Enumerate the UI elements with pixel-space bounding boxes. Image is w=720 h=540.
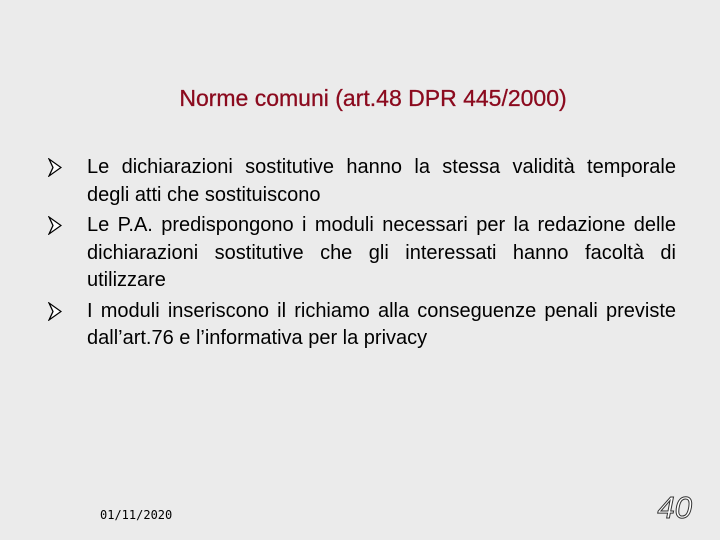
bullet-list <box>48 154 676 356</box>
slide-date: 01/11/2020 <box>100 508 173 522</box>
bullet-item <box>48 298 676 353</box>
bullet-text: Le dichiarazioni sostitutive hanno la stessa validità temporale degli atti che sostituiscono <box>87 156 676 206</box>
bullet-text: Le P.A. predispongono i moduli necessari per la redazione delle dichiarazioni sostitutive che gli interessati hanno facoltà di utilizzare <box>87 214 676 291</box>
bullet-item <box>48 212 676 295</box>
slide-title: Norme comuni (art.48 DPR 445/2000) <box>179 85 567 111</box>
bullet-item <box>48 154 676 209</box>
arrow-bullet-icon <box>48 158 62 177</box>
arrow-bullet-icon <box>48 302 62 321</box>
page-number: 40 <box>657 490 692 525</box>
arrow-bullet-icon <box>48 216 62 235</box>
bullet-text: I moduli inseriscono il richiamo alla conseguenze penali previste dall’art.76 e l’informativa per la privacy <box>87 299 676 349</box>
